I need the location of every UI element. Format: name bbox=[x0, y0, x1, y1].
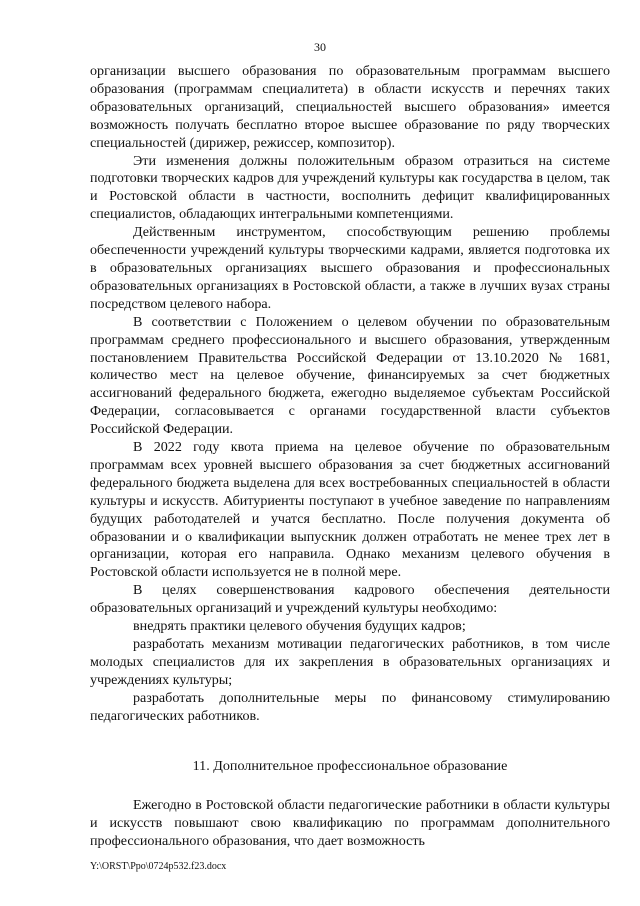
paragraph: В целях совершенствования кадрового обеспечения деятельности образовательных организаций и учреждений культуры необходимо: bbox=[90, 582, 610, 617]
footer-file-path: Y:\ORST\Ppo\0724p532.f23.docx bbox=[90, 861, 227, 872]
list-item: внедрять практики целевого обучения будущих кадров; bbox=[133, 618, 466, 635]
paragraph: Эти изменения должны положительным образом отразиться на системе подготовки творческих кадров для учреждений культуры как государства в целом, так и Ростовской области в частности, восполнить дефицит квалифицированных специалистов, обладающих интегральными компетенциями. bbox=[90, 152, 610, 223]
paragraph: Действенным инструментом, способствующим решению проблемы обеспеченности учреждений культуры творческими кадрами, является подготовка их в образовательных организациях высшего образования и профессиональных образовательных организациях в Ростовской области, а также в лучших вузах страны посредством целевого набора. bbox=[90, 224, 610, 312]
list-item: разработать механизм мотивации педагогических работников, в том числе молодых специалистов для их закрепления в образовательных организациях и учреждениях культуры; bbox=[90, 636, 610, 688]
paragraph: Ежегодно в Ростовской области педагогические работники в области культуры и искусств повышают свою квалификацию по программам дополнительного профессионального образования, что дает возможность bbox=[90, 797, 610, 849]
list-item: разработать дополнительные меры по финансовому стимулированию педагогических работников. bbox=[90, 689, 610, 724]
section-body bbox=[90, 797, 610, 851]
paragraph: В 2022 году квота приема на целевое обучение по образовательным программам всех уровней высшего образования за счет бюджетных ассигнований федерального бюджета выделена для всех востребованных специальностей в области культуры и искусств. Абитуриенты поступают в учебное заведение по направлениям будущих работодателей и учатся бесплатно. После получения документа об образовании и о квалификации выпускник должен отработать не менее трех лет в организации, которая его направила. Однако механизм целевого обучения в Ростовской области используется не в полной мере. bbox=[90, 439, 610, 581]
section-heading: 11. Дополнительное профессиональное образование bbox=[192, 758, 508, 774]
paragraph: организации высшего образования по образовательным программам высшего образования (программам специалитета) в области искусств и перечнях таких образовательных организаций, специальностей высшего образования» имеется возможность получать бесплатно второе высшее образование по ряду творческих специальностей (дирижер, режиссер, композитор). bbox=[90, 63, 610, 151]
paragraph: В соответствии с Положением о целевом обучении по образовательным программам среднего профессионального и высшего образования, утвержденным постановлением Правительства Российской Федерации от 13.10.2020 № 1681, количество мест на целевое обучение, финансируемых за счет бюджетных ассигнований федерального бюджета, ежегодно выделяемое субъектам Российской Федерации, согласовывается с органами государственной власти субъектов Российской Федерации. bbox=[90, 313, 610, 438]
body-text bbox=[90, 63, 610, 726]
page-number: 30 bbox=[314, 40, 326, 54]
